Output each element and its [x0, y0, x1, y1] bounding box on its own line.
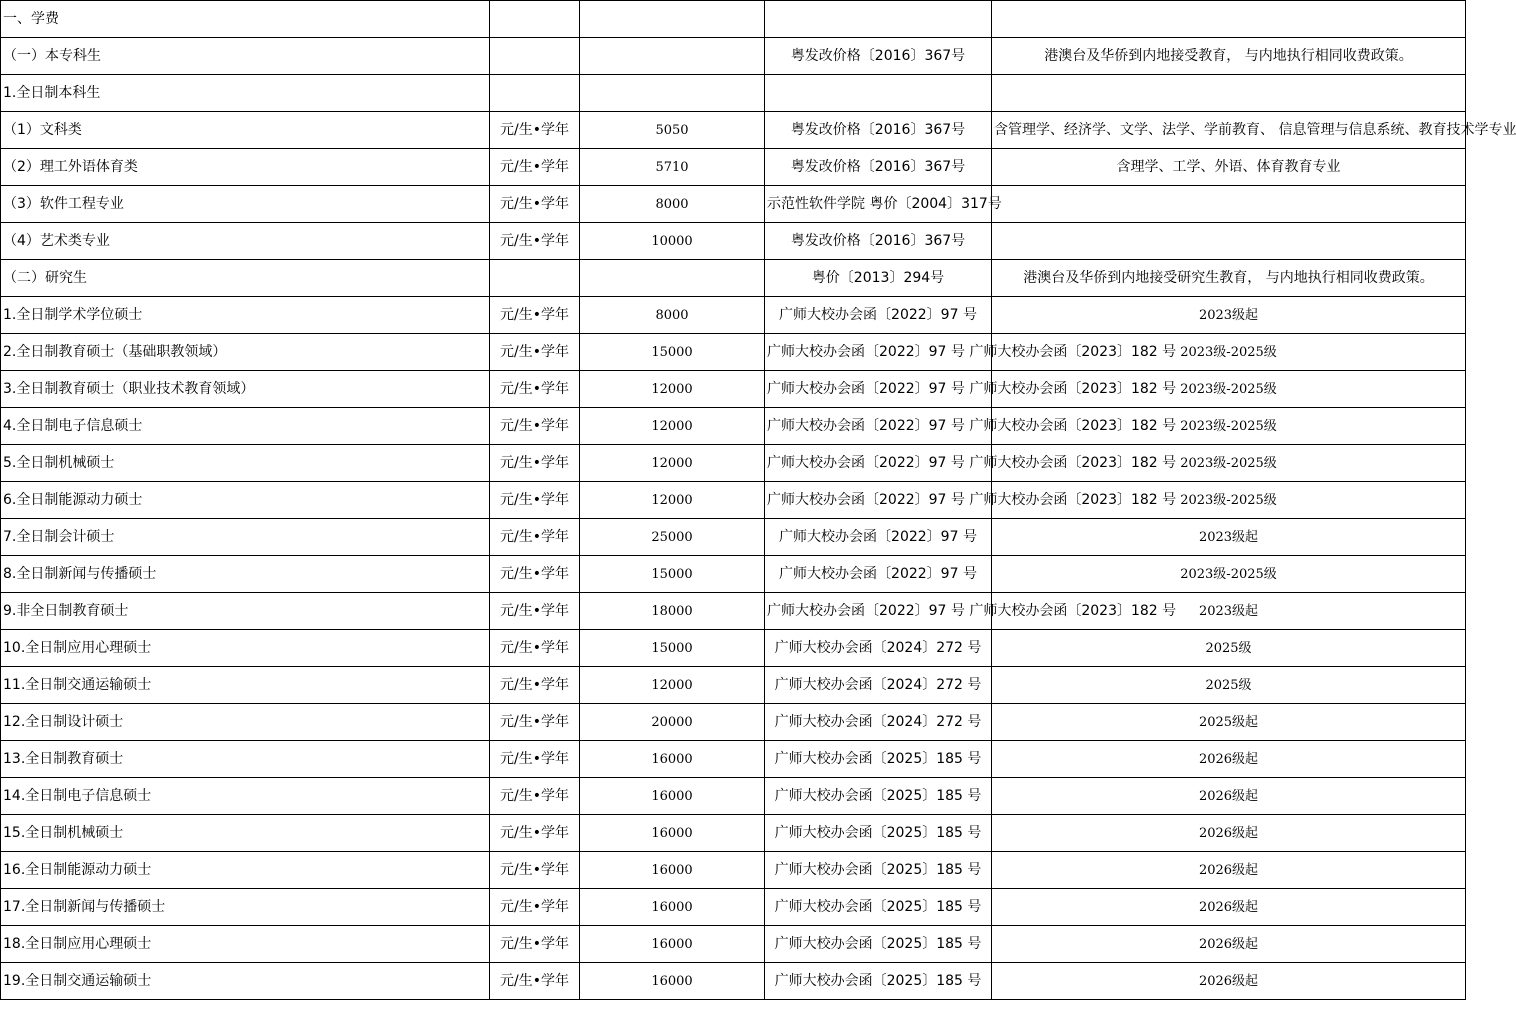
standard-cell: 16000	[580, 963, 765, 1000]
item-cell: 7.全日制会计硕士	[1, 519, 490, 556]
standard-cell: 16000	[580, 741, 765, 778]
table-row	[1, 852, 1466, 889]
basis-cell: 广师大校办会函〔2022〕97 号 广师大校办会函〔2023〕182 号	[765, 482, 992, 519]
note-cell: 2023级起	[992, 593, 1466, 630]
basis-cell: 粤发改价格〔2016〕367号	[765, 223, 992, 260]
note-cell: 港澳台及华侨到内地接受研究生教育， 与内地执行相同收费政策。	[992, 260, 1466, 297]
unit-cell	[490, 260, 580, 297]
unit-cell: 元/生•学年	[490, 223, 580, 260]
standard-cell: 12000	[580, 371, 765, 408]
standard-cell	[580, 1, 765, 38]
item-cell: 1.全日制本科生	[1, 75, 490, 112]
note-cell: 2023级-2025级	[992, 556, 1466, 593]
standard-cell: 10000	[580, 223, 765, 260]
item-cell: （1）文科类	[1, 112, 490, 149]
unit-cell: 元/生•学年	[490, 186, 580, 223]
basis-cell: 广师大校办会函〔2022〕97 号 广师大校办会函〔2023〕182 号	[765, 371, 992, 408]
unit-cell: 元/生•学年	[490, 667, 580, 704]
basis-cell: 广师大校办会函〔2025〕185 号	[765, 963, 992, 1000]
basis-cell	[765, 75, 992, 112]
unit-cell: 元/生•学年	[490, 334, 580, 371]
table-row	[1, 1, 1466, 38]
note-cell	[992, 186, 1466, 223]
table-row	[1, 778, 1466, 815]
item-cell: 5.全日制机械硕士	[1, 445, 490, 482]
standard-cell	[580, 260, 765, 297]
item-cell: （4）艺术类专业	[1, 223, 490, 260]
basis-cell: 广师大校办会函〔2025〕185 号	[765, 852, 992, 889]
unit-cell: 元/生•学年	[490, 408, 580, 445]
unit-cell: 元/生•学年	[490, 112, 580, 149]
unit-cell: 元/生•学年	[490, 297, 580, 334]
item-cell: 1.全日制学术学位硕士	[1, 297, 490, 334]
basis-cell: 广师大校办会函〔2022〕97 号	[765, 556, 992, 593]
standard-cell: 5710	[580, 149, 765, 186]
table-row	[1, 556, 1466, 593]
standard-cell: 25000	[580, 519, 765, 556]
table-row	[1, 445, 1466, 482]
unit-cell: 元/生•学年	[490, 371, 580, 408]
note-cell: 2025级	[992, 630, 1466, 667]
basis-cell: 粤发改价格〔2016〕367号	[765, 149, 992, 186]
basis-cell: 广师大校办会函〔2025〕185 号	[765, 926, 992, 963]
standard-cell: 12000	[580, 445, 765, 482]
note-cell: 港澳台及华侨到内地接受教育， 与内地执行相同收费政策。	[992, 38, 1466, 75]
standard-cell: 12000	[580, 667, 765, 704]
unit-cell: 元/生•学年	[490, 778, 580, 815]
note-cell: 2023级-2025级	[992, 334, 1466, 371]
table-row	[1, 667, 1466, 704]
note-cell: 2023级-2025级	[992, 408, 1466, 445]
table-row	[1, 149, 1466, 186]
unit-cell: 元/生•学年	[490, 593, 580, 630]
item-cell: 19.全日制交通运输硕士	[1, 963, 490, 1000]
standard-cell: 16000	[580, 889, 765, 926]
table-row	[1, 186, 1466, 223]
note-cell: 2026级起	[992, 963, 1466, 1000]
note-cell	[992, 223, 1466, 260]
table-row	[1, 408, 1466, 445]
item-cell: （2）理工外语体育类	[1, 149, 490, 186]
note-cell: 2023级-2025级	[992, 445, 1466, 482]
table-row	[1, 593, 1466, 630]
unit-cell: 元/生•学年	[490, 630, 580, 667]
basis-cell: 示范性软件学院 粤价〔2004〕317号	[765, 186, 992, 223]
standard-cell: 20000	[580, 704, 765, 741]
note-cell	[992, 1, 1466, 38]
note-cell: 含管理学、经济学、文学、法学、学前教育、 信息管理与信息系统、教育技术学专业	[992, 112, 1466, 149]
item-cell: （3）软件工程专业	[1, 186, 490, 223]
item-cell: 15.全日制机械硕士	[1, 815, 490, 852]
standard-cell: 5050	[580, 112, 765, 149]
unit-cell: 元/生•学年	[490, 445, 580, 482]
item-cell: 6.全日制能源动力硕士	[1, 482, 490, 519]
standard-cell: 16000	[580, 926, 765, 963]
table-row	[1, 519, 1466, 556]
unit-cell: 元/生•学年	[490, 815, 580, 852]
unit-cell: 元/生•学年	[490, 963, 580, 1000]
table-row	[1, 38, 1466, 75]
note-cell: 2026级起	[992, 741, 1466, 778]
note-cell: 2023级起	[992, 519, 1466, 556]
note-cell: 2025级	[992, 667, 1466, 704]
unit-cell	[490, 38, 580, 75]
table-row	[1, 889, 1466, 926]
standard-cell: 8000	[580, 297, 765, 334]
unit-cell: 元/生•学年	[490, 926, 580, 963]
unit-cell: 元/生•学年	[490, 482, 580, 519]
standard-cell: 15000	[580, 556, 765, 593]
basis-cell: 广师大校办会函〔2022〕97 号 广师大校办会函〔2023〕182 号	[765, 593, 992, 630]
basis-cell: 广师大校办会函〔2024〕272 号	[765, 630, 992, 667]
note-cell	[992, 75, 1466, 112]
table-row	[1, 482, 1466, 519]
unit-cell	[490, 75, 580, 112]
unit-cell: 元/生•学年	[490, 704, 580, 741]
item-cell: 16.全日制能源动力硕士	[1, 852, 490, 889]
standard-cell: 8000	[580, 186, 765, 223]
basis-cell: 广师大校办会函〔2025〕185 号	[765, 741, 992, 778]
standard-cell	[580, 38, 765, 75]
standard-cell: 15000	[580, 630, 765, 667]
item-cell: 8.全日制新闻与传播硕士	[1, 556, 490, 593]
table-row	[1, 223, 1466, 260]
table-row	[1, 815, 1466, 852]
item-cell: 18.全日制应用心理硕士	[1, 926, 490, 963]
item-cell: 17.全日制新闻与传播硕士	[1, 889, 490, 926]
note-cell: 2026级起	[992, 778, 1466, 815]
fee-table-body	[1, 1, 1516, 1000]
basis-cell: 粤发改价格〔2016〕367号	[765, 38, 992, 75]
basis-cell: 广师大校办会函〔2022〕97 号 广师大校办会函〔2023〕182 号	[765, 334, 992, 371]
item-cell: 12.全日制设计硕士	[1, 704, 490, 741]
basis-cell: 广师大校办会函〔2025〕185 号	[765, 815, 992, 852]
basis-cell: 广师大校办会函〔2022〕97 号	[765, 297, 992, 334]
item-cell: 3.全日制教育硕士（职业技术教育领域）	[1, 371, 490, 408]
unit-cell: 元/生•学年	[490, 519, 580, 556]
standard-cell: 18000	[580, 593, 765, 630]
basis-cell: 广师大校办会函〔2025〕185 号	[765, 889, 992, 926]
standard-cell: 12000	[580, 408, 765, 445]
table-row	[1, 112, 1466, 149]
table-row	[1, 297, 1466, 334]
note-cell: 2023级-2025级	[992, 371, 1466, 408]
unit-cell	[490, 1, 580, 38]
item-cell: 14.全日制电子信息硕士	[1, 778, 490, 815]
item-cell: 13.全日制教育硕士	[1, 741, 490, 778]
standard-cell: 12000	[580, 482, 765, 519]
table-row	[1, 926, 1466, 963]
table-row	[1, 963, 1466, 1000]
note-cell: 2026级起	[992, 852, 1466, 889]
table-row	[1, 371, 1466, 408]
basis-cell	[765, 1, 992, 38]
unit-cell: 元/生•学年	[490, 889, 580, 926]
unit-cell: 元/生•学年	[490, 149, 580, 186]
table-row	[1, 630, 1466, 667]
note-cell: 含理学、工学、外语、体育教育专业	[992, 149, 1466, 186]
note-cell: 2023级-2025级	[992, 482, 1466, 519]
note-cell: 2026级起	[992, 815, 1466, 852]
basis-cell: 广师大校办会函〔2024〕272 号	[765, 667, 992, 704]
note-cell: 2023级起	[992, 297, 1466, 334]
item-cell: 一、学费	[1, 1, 490, 38]
unit-cell: 元/生•学年	[490, 741, 580, 778]
table-row	[1, 704, 1466, 741]
standard-cell: 16000	[580, 852, 765, 889]
table-row	[1, 741, 1466, 778]
basis-cell: 广师大校办会函〔2022〕97 号	[765, 519, 992, 556]
standard-cell: 15000	[580, 334, 765, 371]
item-cell: 11.全日制交通运输硕士	[1, 667, 490, 704]
standard-cell: 16000	[580, 815, 765, 852]
item-cell: （二）研究生	[1, 260, 490, 297]
basis-cell: 广师大校办会函〔2022〕97 号 广师大校办会函〔2023〕182 号	[765, 408, 992, 445]
item-cell: 2.全日制教育硕士（基础职教领域）	[1, 334, 490, 371]
basis-cell: 粤发改价格〔2016〕367号	[765, 112, 992, 149]
item-cell: 10.全日制应用心理硕士	[1, 630, 490, 667]
unit-cell: 元/生•学年	[490, 556, 580, 593]
item-cell: （一）本专科生	[1, 38, 490, 75]
basis-cell: 粤价〔2013〕294号	[765, 260, 992, 297]
table-row	[1, 334, 1466, 371]
standard-cell	[580, 75, 765, 112]
standard-cell: 16000	[580, 778, 765, 815]
table-row	[1, 75, 1466, 112]
basis-cell: 广师大校办会函〔2025〕185 号	[765, 778, 992, 815]
item-cell: 4.全日制电子信息硕士	[1, 408, 490, 445]
note-cell: 2026级起	[992, 889, 1466, 926]
unit-cell: 元/生•学年	[490, 852, 580, 889]
note-cell: 2025级起	[992, 704, 1466, 741]
item-cell: 9.非全日制教育硕士	[1, 593, 490, 630]
basis-cell: 广师大校办会函〔2024〕272 号	[765, 704, 992, 741]
basis-cell: 广师大校办会函〔2022〕97 号 广师大校办会函〔2023〕182 号	[765, 445, 992, 482]
note-cell: 2026级起	[992, 926, 1466, 963]
table-row	[1, 260, 1466, 297]
